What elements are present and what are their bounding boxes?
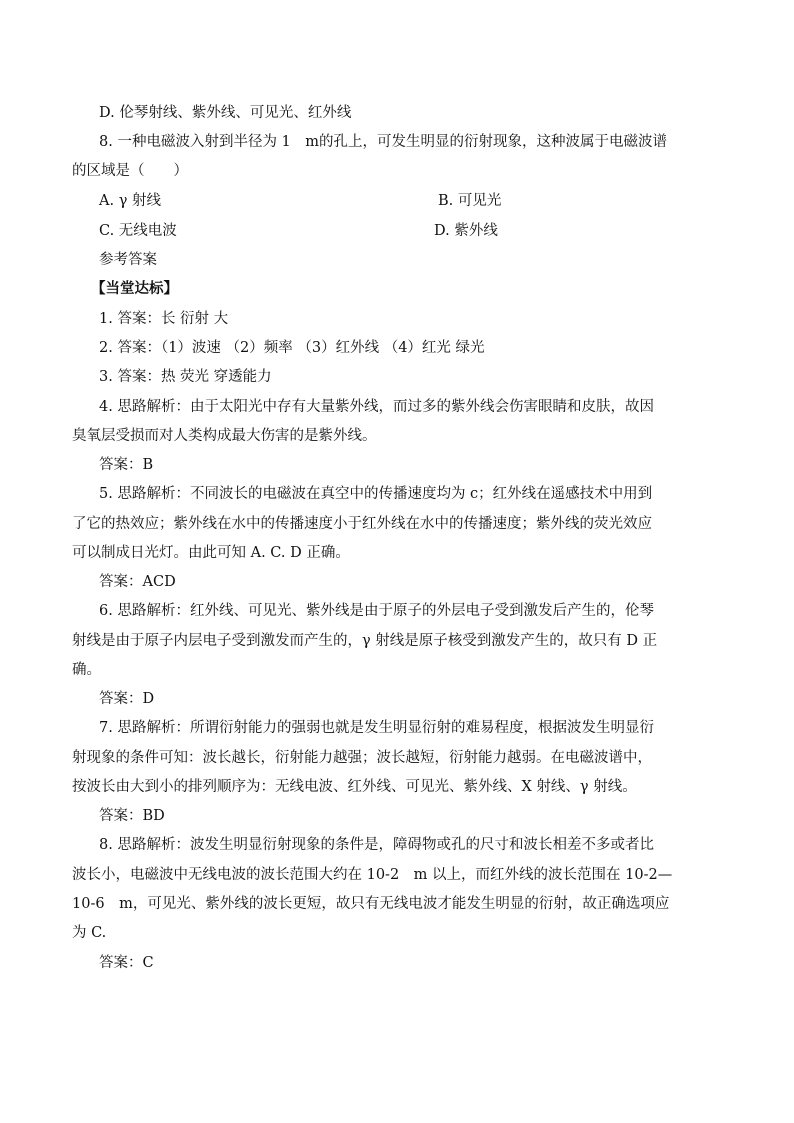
answer-8-result: 答案：C xyxy=(99,955,154,971)
answer-6-line2: 射线是由于原子内层电子受到激发而产生的，γ 射线是原子核受到激发产生的，故只有 D 正 xyxy=(72,633,658,649)
answer-8-line2: 波长小，电磁波中无线电波的波长范围大约在 10-2 m 以上，而红外线的波长范围在 10-2— xyxy=(72,867,673,883)
answer-2: 2. 答案：（1）波速 （2）频率 （3）红外线 （4）红光 绿光 xyxy=(99,340,485,356)
answer-5-result: 答案：ACD xyxy=(99,574,176,590)
answer-7-line3: 按波长由大到小的排列顺序为：无线电波、红外线、可见光、紫外线、X 射线、γ 射线。 xyxy=(72,779,637,795)
answer-7-line1: 7. 思路解析：所谓衍射能力的强弱也就是发生明显衍射的难易程度，根据波发生明显衍 xyxy=(99,720,654,736)
question8-stem-line1: 8. 一种电磁波入射到半径为 1 m的孔上，可发生明显的衍射现象，这种波属于电磁波谱 xyxy=(99,134,668,150)
answer-6-line3: 确。 xyxy=(72,662,101,678)
answer-6-line1: 6. 思路解析：红外线、可见光、紫外线是由于原子的外层电子受到激发后产生的，伦琴 xyxy=(99,603,654,619)
question8-option-d: D. 紫外线 xyxy=(434,223,498,239)
answer-6-result: 答案：D xyxy=(99,691,155,707)
answer-7-result: 答案：BD xyxy=(99,808,165,824)
question8-option-a: A. γ 射线 xyxy=(99,193,161,209)
answer-8-line3: 10-6 m，可见光、紫外线的波长更短，故只有无线电波才能发生明显的衍射，故正确选项应 xyxy=(72,896,670,912)
answer-5-line1: 5. 思路解析：不同波长的电磁波在真空中的传播速度均为 c；红外线在遥感技术中用到 xyxy=(99,486,653,502)
section-heading: 【当堂达标】 xyxy=(91,280,178,297)
answers-heading: 参考答案 xyxy=(99,252,157,268)
answer-4-line1: 4. 思路解析：由于太阳光中存有大量紫外线，而过多的紫外线会伤害眼睛和皮肤，故因 xyxy=(99,399,654,415)
answer-3: 3. 答案：热 荧光 穿透能力 xyxy=(99,369,272,385)
answer-1: 1. 答案：长 衍射 大 xyxy=(99,311,229,327)
answer-7-line2: 射现象的条件可知：波长越长，衍射能力越强；波长越短，衍射能力越弱。在电磁波谱中， xyxy=(72,750,652,766)
answer-4-result: 答案：B xyxy=(99,457,154,473)
question8-option-c: C. 无线电波 xyxy=(99,223,177,239)
question8-stem-line2: 的区域是（ ） xyxy=(72,163,188,179)
question7-option-d: D. 伦琴射线、紫外线、可见光、红外线 xyxy=(99,105,352,121)
answer-5-line3: 可以制成日光灯。由此可知 A. C. D 正确。 xyxy=(72,545,350,561)
answer-8-line1: 8. 思路解析：波发生明显衍射现象的条件是，障碍物或孔的尺寸和波长相差不多或者比 xyxy=(99,837,654,853)
answer-5-line2: 了它的热效应；紫外线在水中的传播速度小于红外线在水中的传播速度；紫外线的荧光效应 xyxy=(72,516,652,532)
answer-8-line4: 为 C. xyxy=(72,925,107,941)
answer-4-line2: 臭氧层受损而对人类构成最大伤害的是紫外线。 xyxy=(72,428,377,444)
question8-option-b: B. 可见光 xyxy=(438,193,502,209)
